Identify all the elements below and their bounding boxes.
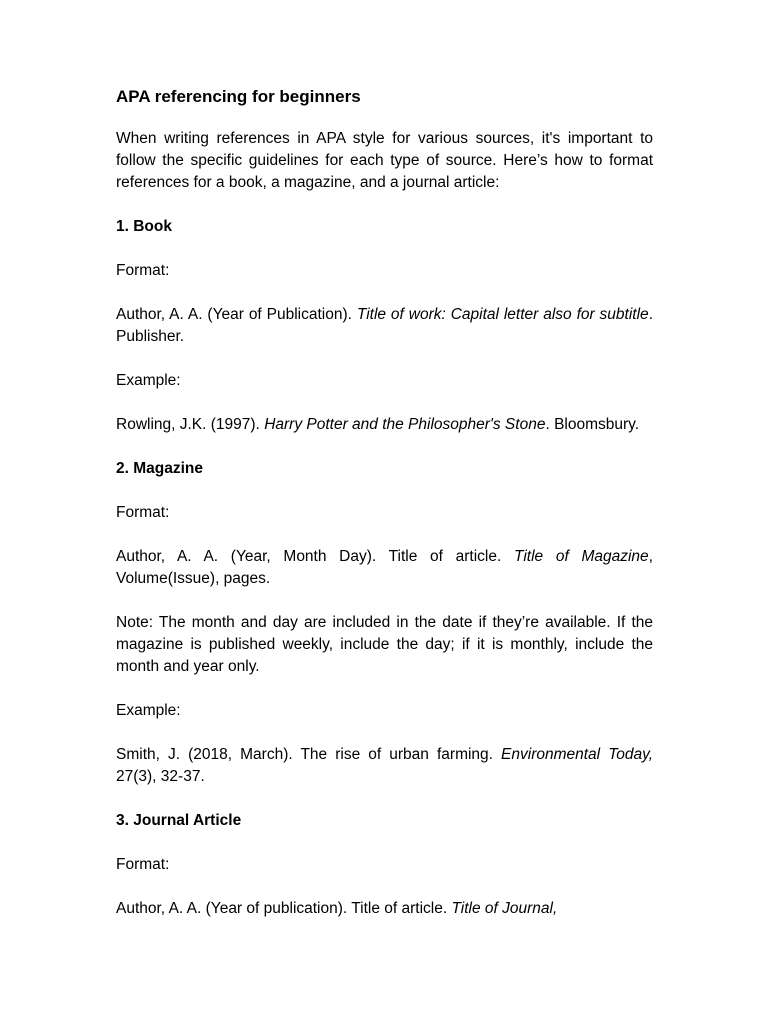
magazine-example-post: 27(3), 32-37.: [116, 768, 205, 785]
journal-format-pre: Author, A. A. (Year of publication). Title of article.: [116, 900, 452, 917]
magazine-example-label: Example:: [116, 702, 181, 719]
book-example-pre: Rowling, J.K. (1997).: [116, 416, 265, 433]
section-heading-magazine: 2. Magazine: [116, 460, 203, 477]
book-format-text: [116, 304, 653, 348]
book-format-italic: Title of work: Capital letter also for subtitle: [356, 306, 649, 323]
book-example-label: Example:: [116, 372, 181, 389]
document-page: [116, 84, 653, 942]
magazine-format-pre: Author, A. A. (Year, Month Day). Title of article.: [116, 548, 514, 565]
book-example-text: [116, 414, 653, 436]
magazine-example-pre: Smith, J. (2018, March). The rise of urban farming.: [116, 746, 502, 763]
book-format-post: . Publisher.: [116, 306, 653, 345]
section-heading-book: 1. Book: [116, 218, 172, 235]
page-title: APA referencing for beginners: [116, 87, 361, 106]
magazine-example-text: [116, 744, 653, 788]
book-format-label: Format:: [116, 262, 170, 279]
magazine-example-italic: Environmental Today,: [501, 746, 654, 763]
journal-format-label: Format:: [116, 856, 170, 873]
book-example-post: . Bloomsbury.: [545, 416, 640, 433]
book-format-pre: Author, A. A. (Year of Publication).: [116, 306, 357, 323]
book-example-italic: Harry Potter and the Philosopher's Stone: [264, 416, 546, 433]
section-heading-journal: 3. Journal Article: [116, 812, 242, 829]
magazine-format-text: [116, 546, 653, 590]
magazine-format-italic: Title of Magazine: [514, 548, 649, 565]
journal-format-text: [116, 898, 653, 920]
magazine-note: Note: The month and day are included in the date if they’re available. If the magazine is published weekly, include the day; if it is monthly, include the month and year only.: [116, 614, 653, 675]
magazine-format-label: Format:: [116, 504, 170, 521]
journal-format-italic: Title of Journal,: [451, 900, 558, 917]
intro-paragraph: When writing references in APA style for various sources, it's important to follow the specific guidelines for each type of source. Here’s how to format references for a book, a magazine, and a journal article:: [116, 130, 653, 191]
magazine-format-post: , Volume(Issue), pages.: [116, 548, 653, 587]
